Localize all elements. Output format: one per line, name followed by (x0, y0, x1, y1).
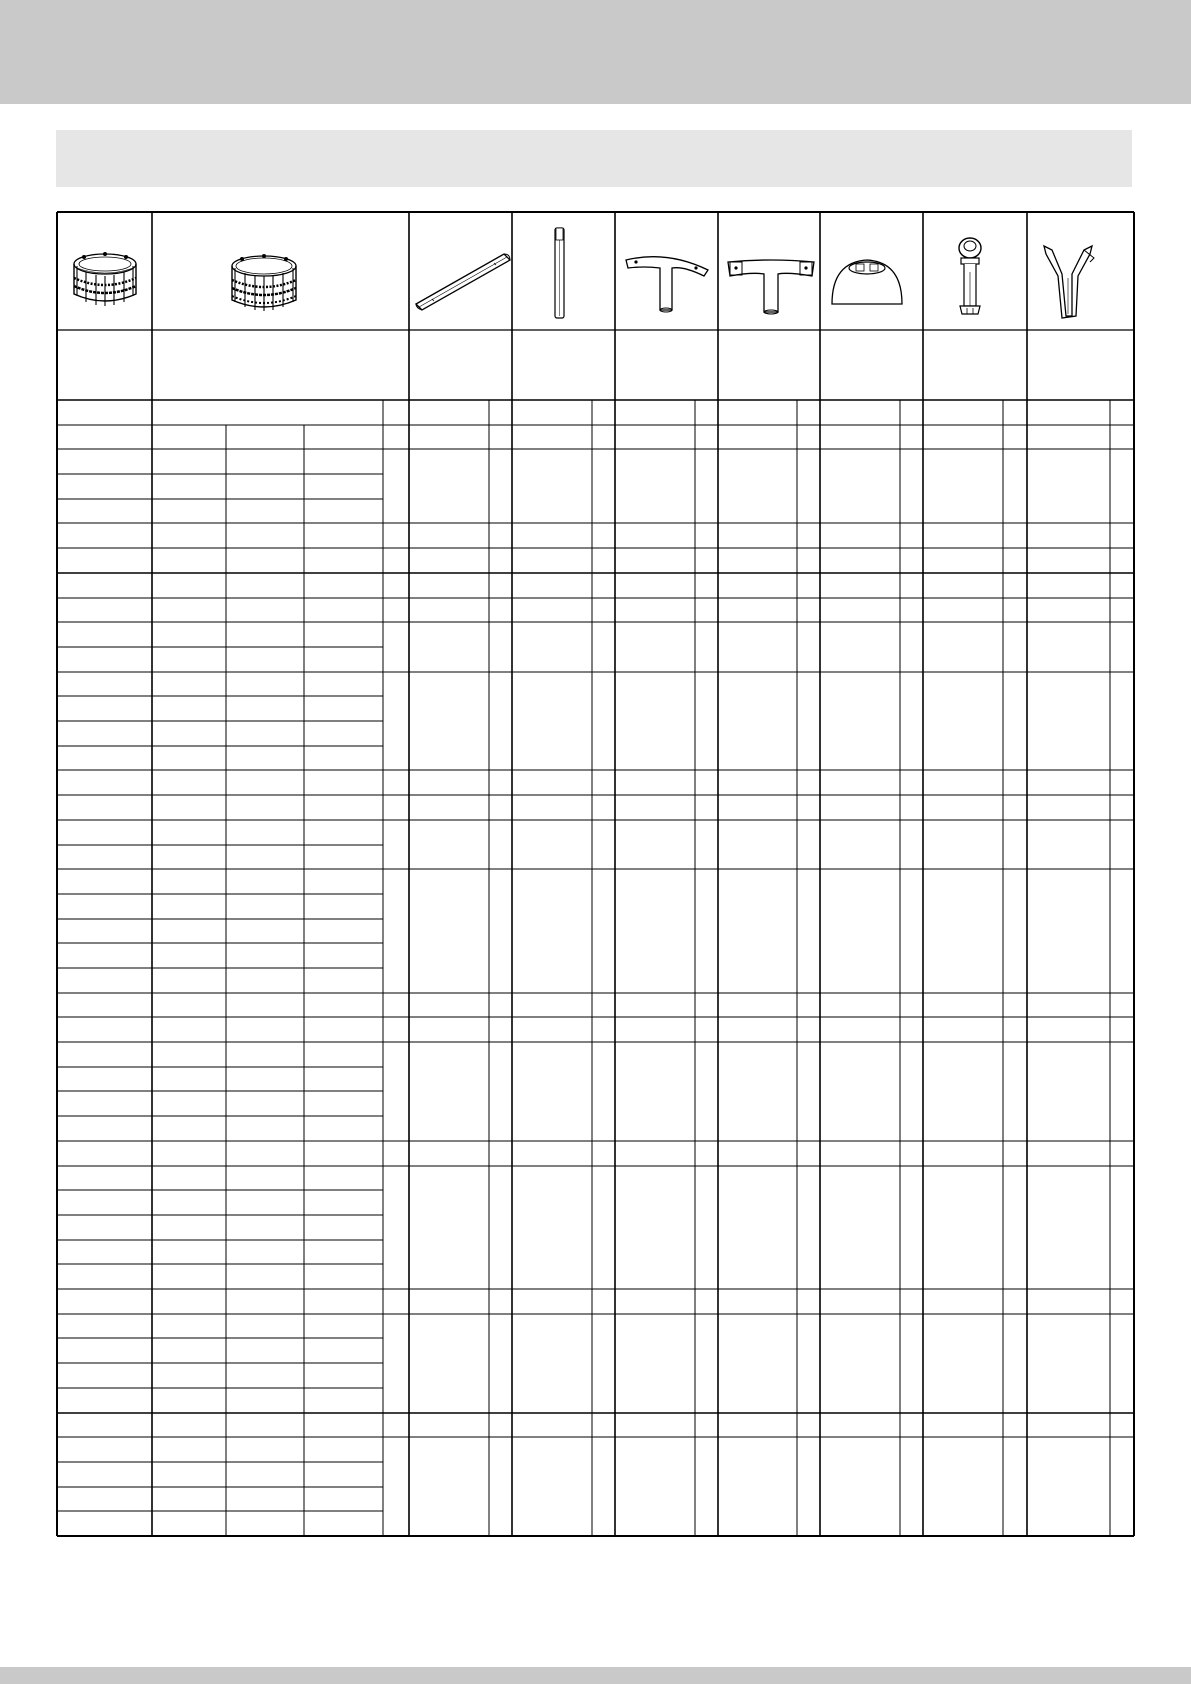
pool-small-icon (72, 248, 138, 314)
footer-band (0, 1667, 1191, 1684)
t-joint-with-clips-icon (726, 256, 816, 314)
t-joint-icon (624, 254, 710, 312)
u-clip-icon (1040, 240, 1096, 320)
dome-leg-cap-icon (830, 256, 904, 306)
pool-large-icon (230, 252, 298, 318)
vertical-leg-icon (552, 226, 568, 320)
horizontal-beam-icon (412, 248, 512, 312)
joint-pin-icon (954, 236, 986, 318)
